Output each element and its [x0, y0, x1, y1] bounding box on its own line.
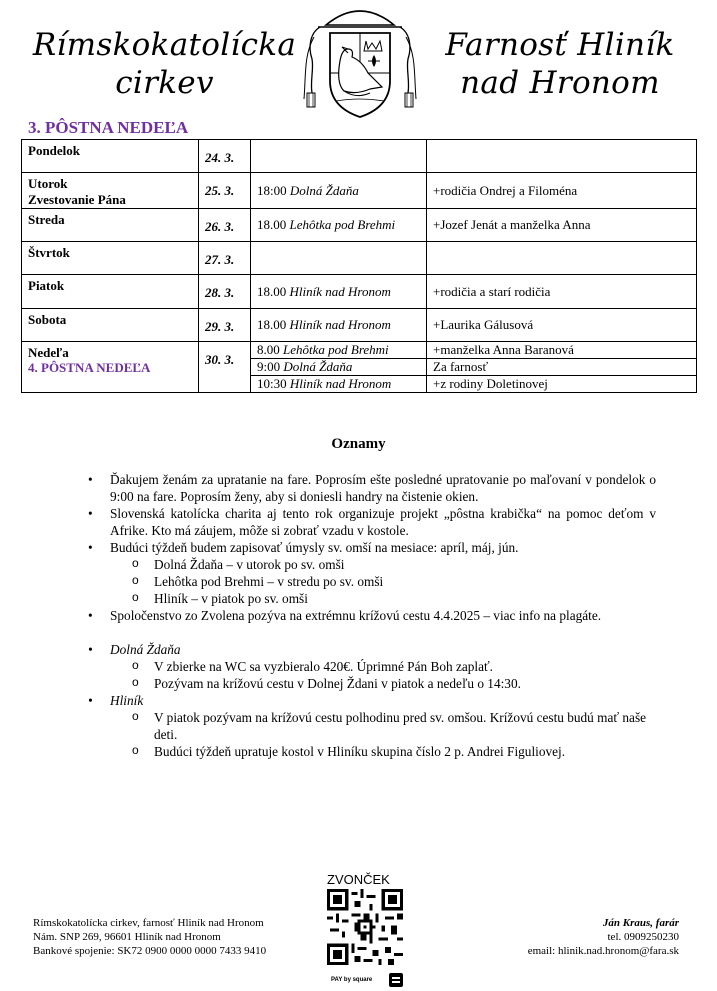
time-cell — [251, 376, 427, 393]
time-cell — [251, 359, 427, 376]
header-left-line2: cirkev — [115, 65, 214, 101]
list-item: • Ďakujem ženám za upratanie na fare. Poprosím ešte posledné upratovanie po maľovaní v pondelok o 9:00 na fare. Poprosím ženy, aby si doniesli handry na čistenie okien. — [88, 471, 656, 505]
sub-list-item: o Budúci týždeň upratuje kostol v Hliníku skupina číslo 2 p. Andrei Figuliovej. — [88, 743, 656, 760]
day-cell — [22, 342, 199, 393]
day-cell: Streda — [22, 209, 199, 242]
priest-name: Ján Kraus, farár — [602, 917, 679, 929]
sub-list-item: o Hliník – v piatok po sv. omši — [88, 590, 656, 607]
table-row — [22, 309, 697, 342]
day-cell: Piatok — [22, 275, 199, 309]
sub-list-item: o Pozývam na krížovú cestu v Dolnej Ždani v piatok a nedeľu o 14:30. — [88, 675, 656, 692]
parish-name: Rímskokatolícka cirkev, farnosť Hliník nad Hronom — [33, 917, 264, 929]
list-item: • Budúci týždeň budem zapisovať úmysly sv. omší na mesiace: apríl, máj, jún. — [88, 539, 656, 556]
date-cell: 29. 3. — [199, 309, 251, 342]
time-cell — [251, 140, 427, 173]
header-left-line1: Rímskokatolícka — [32, 27, 297, 63]
intention-cell: +Jozef Jenát a manželka Anna — [427, 209, 697, 242]
intention-cell: +Laurika Gálusová — [427, 309, 697, 342]
intention-cell: +manželka Anna Baranová — [427, 342, 697, 359]
mass-place: Hliník nad Hronom — [289, 317, 391, 332]
priest-email[interactable]: email: hlinik.nad.hronom@fara.sk — [527, 945, 679, 957]
header-right-line2: nad Hronom — [460, 65, 660, 101]
day-name: Nedeľa — [28, 345, 69, 360]
time-cell — [251, 342, 427, 359]
announcements-list — [88, 471, 656, 760]
qr-code-icon[interactable] — [327, 889, 403, 965]
table-row — [22, 173, 697, 209]
sub-list-item: o Dolná Ždaňa – v utorok po sv. omši — [88, 556, 656, 573]
section-heading: • Hliník — [88, 692, 656, 709]
week-title: 3. PÔSTNA NEDEĽA — [28, 118, 189, 137]
priest-contact — [528, 916, 679, 958]
table-row — [22, 342, 697, 359]
mass-schedule-table — [21, 139, 697, 393]
bank-account: Bankové spojenie: SK72 0900 0000 0000 7433 9410 — [33, 945, 267, 957]
mass-place: Dolná Ždaňa — [289, 182, 359, 198]
intention-cell — [427, 140, 697, 173]
date-cell: 27. 3. — [199, 242, 251, 275]
sub-list-item: o Lehôtka pod Brehmi – v stredu po sv. omši — [88, 573, 656, 590]
day-cell: Štvrtok — [22, 242, 199, 275]
table-row — [22, 209, 697, 242]
mass-place: Hliník nad Hronom — [289, 283, 391, 299]
header-right-line1: Farnosť Hliník — [445, 27, 675, 63]
list-item: • Spoločenstvo zo Zvolena pozýva na extrémnu krížovú cestu 4.4.2025 – viac info na plagáte. — [88, 607, 656, 624]
day-cell: Pondelok — [22, 140, 199, 173]
sub-list-item: o V zbierke na WC sa vyzbieralo 420€. Úprimné Pán Boh zaplať. — [88, 658, 656, 675]
pay-by-square-text: PAY by square — [331, 977, 373, 983]
intention-cell: Za farnosť — [427, 359, 697, 376]
time-cell — [251, 242, 427, 275]
table-row — [22, 242, 697, 275]
mass-time: 18.00 — [257, 217, 287, 232]
header-left-title — [22, 26, 307, 102]
church-coat-of-arms-icon — [296, 3, 424, 121]
mass-time: 9:00 — [257, 359, 281, 374]
time-cell — [251, 209, 427, 242]
intention-cell — [427, 242, 697, 275]
table-row — [22, 140, 697, 173]
zvoncek-label: ZVONČEK — [327, 872, 390, 887]
mass-time: 18:00 — [257, 182, 287, 198]
announcements-title: Oznamy — [331, 436, 386, 452]
table-row — [22, 275, 697, 309]
parish-address — [33, 916, 266, 958]
mass-time: 18.00 — [257, 283, 287, 299]
time-cell — [251, 309, 427, 342]
mass-place: Lehôtka pod Brehmi — [289, 217, 396, 232]
date-cell: 26. 3. — [199, 209, 251, 242]
time-cell — [251, 275, 427, 309]
intention-cell: +rodičia Ondrej a Filoména — [427, 173, 697, 209]
section-heading: • Dolná Ždaňa — [88, 641, 656, 658]
intention-cell: +z rodiny Doletinovej — [427, 376, 697, 393]
day-cell — [22, 173, 199, 209]
mass-place: Lehôtka pod Brehmi — [283, 342, 389, 357]
intention-cell: +rodičia a starí rodičia — [427, 275, 697, 309]
mass-time: 10:30 — [257, 376, 287, 391]
header-right-title — [425, 26, 695, 102]
date-cell: 30. 3. — [199, 342, 251, 393]
sub-list-item: o V piatok pozývam na krížovú cestu polhodinu pred sv. omšou. Krížovú cestu budú mať naše deti. — [88, 709, 656, 743]
time-cell — [251, 173, 427, 209]
day-name: Utorok — [28, 176, 68, 191]
sunday-name: 4. PÔSTNA NEDEĽA — [28, 360, 151, 375]
mass-time: 8.00 — [257, 342, 280, 357]
date-cell: 28. 3. — [199, 275, 251, 309]
feast-name: Zvestovanie Pána — [28, 192, 126, 207]
date-cell: 24. 3. — [199, 140, 251, 173]
mass-time: 18.00 — [257, 317, 287, 332]
mass-place: Dolná Ždaňa — [283, 359, 353, 374]
list-item: • Slovenská katolícka charita aj tento rok organizuje projekt „pôstna krabička“ na pomoc deťom v Afrike. Kto má záujem, môže si zobrať vzadu v kostole. — [88, 505, 656, 539]
parish-street: Nám. SNP 269, 96601 Hliník nad Hronom — [33, 931, 221, 943]
priest-phone: tel. 0909250230 — [607, 931, 679, 943]
day-cell: Sobota — [22, 309, 199, 342]
mass-place: Hliník nad Hronom — [289, 376, 392, 391]
date-cell: 25. 3. — [199, 173, 251, 209]
